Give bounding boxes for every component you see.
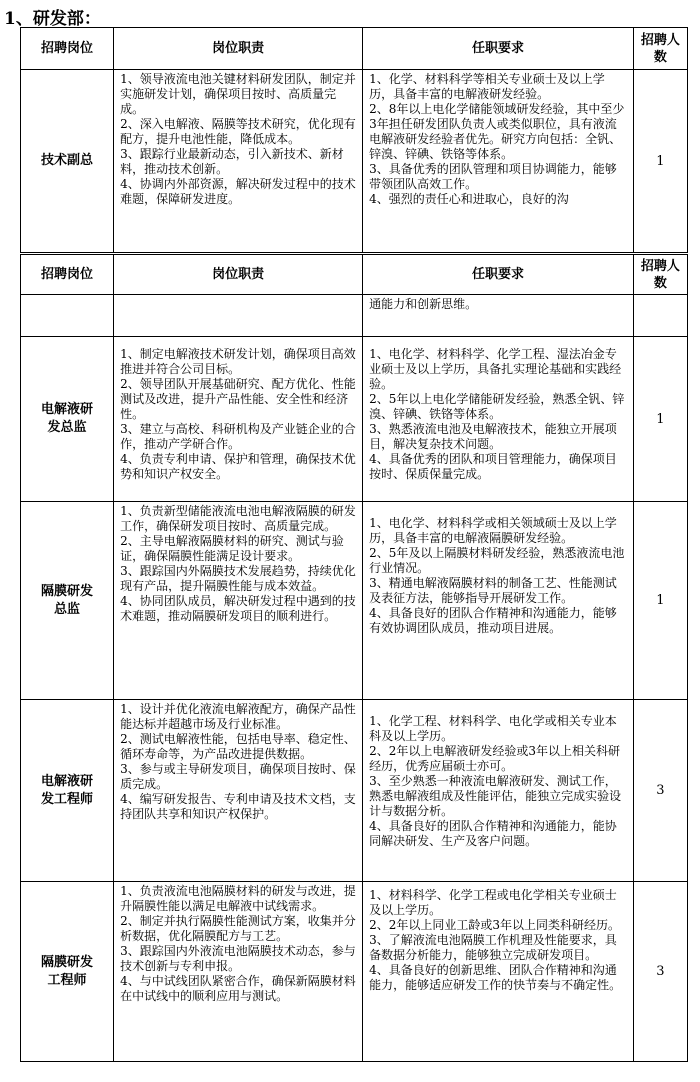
duty-item: 3、跟踪国内外液流电池隔膜技术动态，参与技术创新与专利申报。	[120, 944, 356, 973]
requirement-item: 1、化学工程、材料科学、电化学或相关专业本科及以上学历。	[369, 714, 617, 743]
table-row	[21, 337, 688, 502]
section-title: 1、研发部：	[4, 9, 101, 29]
duties-cell	[114, 295, 363, 337]
duty-item: 4、负责专利申请、保护和管理，确保技术优势和知识产权安全。	[120, 452, 356, 481]
table-header-row	[21, 255, 688, 295]
requirement-item: 2、5年及以上隔膜材料研发经验，熟悉液流电池行业情况。	[369, 546, 625, 575]
duties-cell	[114, 882, 363, 1062]
duty-item: 3、参与或主导研发项目，确保项目按时、保质完成。	[120, 762, 356, 791]
table-row	[21, 70, 688, 253]
recruitment-table-page-1	[20, 27, 688, 253]
requirement-item: 4、具备良好的团队合作精神和沟通能力，能够有效协调团队成员，推动项目进展。	[369, 606, 617, 635]
requirement-item: 2、2年以上同业工龄或3年以上同类科研经历。	[369, 918, 621, 932]
requirements-cell	[363, 502, 634, 700]
duty-item: 2、测试电解液性能，包括电导率、稳定性、循环寿命等，为产品改进提供数据。	[120, 732, 356, 761]
requirement-item: 3、至少熟悉一种液流电解液研发、测试工作，熟悉电解液组成及性能评估，能独立完成实验设计与数据分析。	[369, 774, 622, 818]
duty-item: 1、设计并优化液流电解液配方，确保产品性能达标并超越市场及行业标准。	[120, 702, 356, 731]
duties-cell	[114, 70, 363, 253]
duty-item: 2、领导团队开展基础研究、配方优化、性能测试及改进，提升产品性能、安全性和经济性。	[120, 377, 356, 421]
duty-item: 2、深入电解液、隔膜等技术研究，优化现有配方，提升电池性能，降低成本。	[120, 117, 356, 146]
duty-item: 1、领导液流电池关键材料研发团队，制定并实施研发计划，确保项目按时、高质量完成。	[120, 72, 356, 116]
requirement-item: 1、化学、材料科学等相关专业硕士及以上学历，具备丰富的电解液研发经验。	[369, 72, 605, 101]
requirement-item: 2、8年以上电化学储能领域研发经验，其中至少3年担任研发团队负责人或类似职位，具有液流电解液研发经验者优先。研究方向包括：全钒、锌溴、锌碘、铁铬等体系。	[369, 102, 625, 161]
recruitment-table-page-2	[20, 254, 688, 1062]
duty-item: 4、协同团队成员，解决研发过程中遇到的技术难题，推动隔膜研发项目的顺利进行。	[120, 594, 356, 623]
header-requirements: 任职要求	[363, 255, 634, 295]
duty-item: 3、建立与高校、科研机构及产业链企业的合作，推动产学研合作。	[120, 422, 356, 451]
table-row	[21, 882, 688, 1062]
table-row	[21, 700, 688, 882]
requirement-item: 2、5年以上电化学储能研发经验，熟悉全钒、锌溴、锌碘、铁铬等体系。	[369, 392, 625, 421]
requirements-cell	[363, 295, 634, 337]
duty-item: 2、主导电解液隔膜材料的研究、测试与验证，确保隔膜性能满足设计要求。	[120, 534, 344, 563]
requirement-item: 通能力和创新思维。	[369, 297, 478, 311]
duty-item: 4、编写研发报告、专利申请及技术文档，支持团队共享和知识产权保护。	[120, 792, 356, 821]
duty-item: 3、跟踪行业最新动态，引入新技术、新材料，推动技术创新。	[120, 147, 344, 176]
table-row	[21, 295, 688, 337]
duties-cell	[114, 700, 363, 882]
position-title	[21, 295, 114, 337]
requirement-item: 1、电化学、材料科学、化学工程、湿法冶金专业硕士及以上学历，具备扎实理论基础和实践经验。	[369, 347, 622, 391]
requirement-item: 1、电化学、材料科学或相关领域硕士及以上学历，具备丰富的电解液隔膜研发经验。	[369, 516, 617, 545]
requirement-item: 4、具备良好的团队合作精神和沟通能力，能协同解决研发、生产及客户问题。	[369, 819, 617, 848]
header-duties: 岗位职责	[114, 255, 363, 295]
duty-item: 2、制定并执行隔膜性能测试方案，收集并分析数据，优化隔膜配方与工艺。	[120, 914, 356, 943]
position-title: 电解液研发工程师	[21, 700, 114, 882]
requirements-cell	[363, 337, 634, 502]
header-position: 招聘岗位	[21, 28, 114, 70]
duties-cell	[114, 502, 363, 700]
header-count: 招聘人数	[633, 28, 687, 70]
position-title: 电解液研发总监	[21, 337, 114, 502]
requirement-item: 2、2年以上电解液研发经验或3年以上相关科研经历，优秀应届硕士亦可。	[369, 744, 621, 773]
header-duties: 岗位职责	[114, 28, 363, 70]
duty-item: 1、负责新型储能液流电池电解液隔膜的研发工作，确保研发项目按时、高质量完成。	[120, 504, 356, 533]
duty-item: 4、协调内外部资源，解决研发过程中的技术难题，保障研发进度。	[120, 177, 356, 206]
requirements-cell	[363, 70, 634, 253]
requirements-cell	[363, 700, 634, 882]
header-count: 招聘人数	[633, 255, 687, 295]
position-title: 隔膜研发总监	[21, 502, 114, 700]
headcount: 3	[633, 700, 687, 882]
headcount: 1	[633, 502, 687, 700]
duty-item: 1、负责液流电池隔膜材料的研发与改进，提升隔膜性能以满足电解液中试线需求。	[120, 884, 356, 913]
header-requirements: 任职要求	[363, 28, 634, 70]
duties-cell	[114, 337, 363, 502]
headcount: 1	[633, 70, 687, 253]
header-position: 招聘岗位	[21, 255, 114, 295]
position-title: 隔膜研发工程师	[21, 882, 114, 1062]
requirement-item: 1、材料科学、化学工程或电化学相关专业硕士及以上学历。	[369, 888, 617, 917]
requirement-item: 3、具备优秀的团队管理和项目协调能力，能够带领团队高效工作。	[369, 162, 617, 191]
headcount: 3	[633, 882, 687, 1062]
duty-item: 3、跟踪国内外隔膜技术发展趋势，持续优化现有产品，提升隔膜性能与成本效益。	[120, 564, 356, 593]
requirement-item: 4、强烈的责任心和进取心，良好的沟	[369, 192, 569, 206]
duty-item: 4、与中试线团队紧密合作，确保新隔膜材料在中试线中的顺利应用与测试。	[120, 974, 356, 1003]
position-title: 技术副总	[21, 70, 114, 253]
requirement-item: 4、具备优秀的团队和项目管理能力，确保项目按时、保质保量完成。	[369, 452, 617, 481]
table-row	[21, 502, 688, 700]
requirement-item: 3、熟悉液流电池及电解液技术，能独立开展项目，解决复杂技术问题。	[369, 422, 617, 451]
requirements-cell	[363, 882, 634, 1062]
requirement-item: 3、精通电解液隔膜材料的制备工艺、性能测试及表征方法，能够指导开展研发工作。	[369, 576, 617, 605]
requirement-item: 3、了解液流电池隔膜工作机理及性能要求，具备数据分析能力，能够独立完成研发项目。	[369, 933, 617, 962]
duty-item: 1、制定电解液技术研发计划，确保项目高效推进并符合公司目标。	[120, 347, 356, 376]
table-header-row	[21, 28, 688, 70]
headcount	[633, 295, 687, 337]
headcount: 1	[633, 337, 687, 502]
requirement-item: 4、具备良好的创新思维、团队合作精神和沟通能力，能够适应研发工作的快节奏与不确定性。	[369, 963, 622, 992]
